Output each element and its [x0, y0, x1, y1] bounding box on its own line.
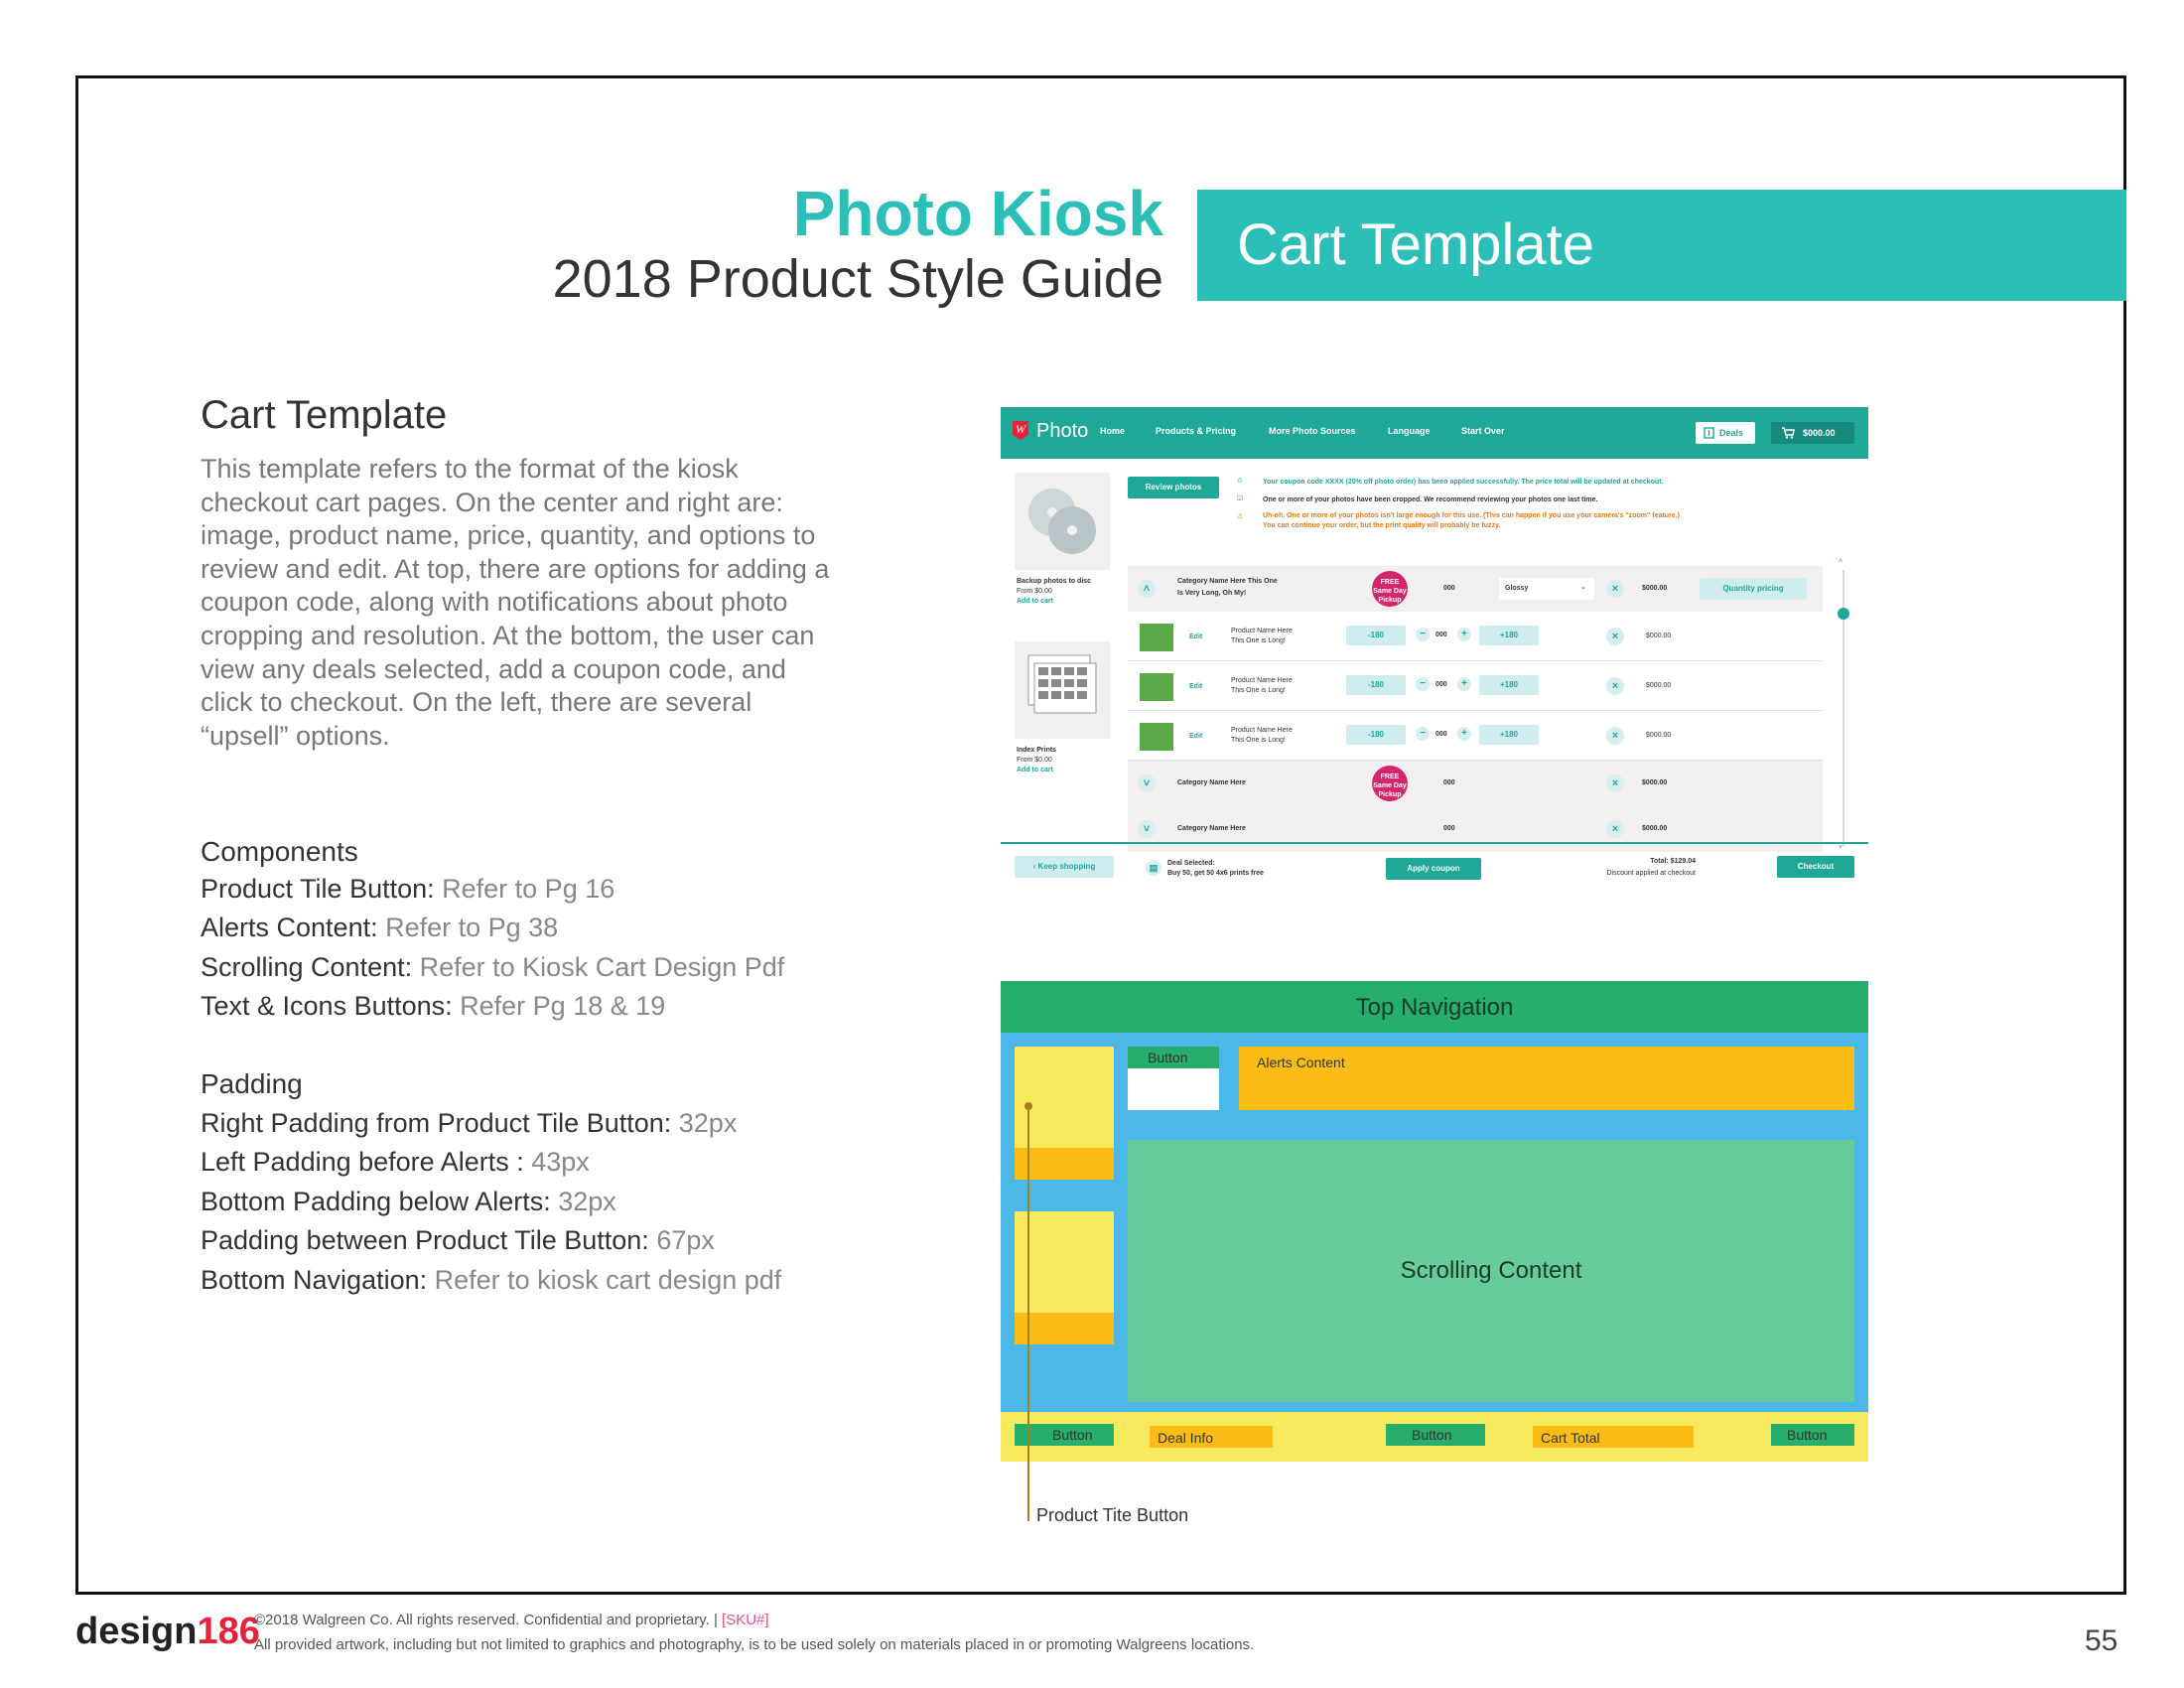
- layout-wireframe: [1001, 981, 1868, 1525]
- components-item: Alerts Content: Refer to Pg 38: [201, 913, 559, 943]
- increase-button[interactable]: +180: [1479, 675, 1539, 695]
- padding-item: Left Padding before Alerts : 43px: [201, 1147, 590, 1178]
- nav-language[interactable]: Language: [1388, 426, 1431, 436]
- chevron-down-icon: ⌄: [1580, 584, 1586, 591]
- upsell-name: Backup photos to disc: [1017, 578, 1092, 585]
- section-heading: Cart Template: [201, 393, 448, 437]
- alert-cropped: One or more of your photos have been cropped. We recommend reviewing your photos one last time.: [1263, 496, 1598, 503]
- edit-link[interactable]: Edit: [1189, 683, 1203, 690]
- banner-title: Cart Template: [1237, 212, 1594, 277]
- increase-button[interactable]: +180: [1479, 626, 1539, 645]
- category-row: ˄ Category Name Here This One Is Very Long, Oh My! FREE Same Day Pickup 000 Glossy ⌄ × $000.00 Quantity pricing: [1128, 566, 1823, 612]
- upsell-index-image[interactable]: [1015, 641, 1110, 739]
- keep-shopping-button[interactable]: ‹ Keep shopping: [1015, 856, 1114, 878]
- product-thumbnail: [1140, 673, 1173, 701]
- cart-icon: [1781, 427, 1795, 439]
- components-heading: Components: [201, 836, 358, 867]
- upsell-name: Index Prints: [1017, 747, 1057, 754]
- wire-scrolling-content: Scrolling Content: [1128, 1140, 1854, 1402]
- item-row: Edit Product Name Here This One is Long! -180 − 000 + +180 × $000.00: [1128, 612, 1823, 661]
- svg-text:W: W: [1016, 422, 1025, 436]
- section-description: This template refers to the format of the kiosk checkout cart pages. On the center and right are: image, product name, price, quantity, and options to review and edit. At top, there are options for adding a coupon code, along with notifications about photo cropping and resolution. At the bottom, the user can view any deals selected, add a coupon code, and click to checkout. On the left, there are several “upsell” options.: [201, 454, 830, 751]
- decrease-button[interactable]: -180: [1346, 675, 1406, 695]
- crop-icon: ☑: [1237, 495, 1244, 502]
- chevron-up-icon[interactable]: ˄: [1138, 580, 1156, 598]
- item-row: Edit Product Name Here This One is Long! -180 − 000 + +180 × $000.00: [1128, 661, 1823, 711]
- cart-mockup: [1001, 407, 1868, 890]
- scrollbar-thumb[interactable]: [1838, 608, 1849, 620]
- decrease-button[interactable]: -180: [1346, 725, 1406, 745]
- mockup-logo-text: Photo: [1036, 420, 1089, 442]
- nav-start-over[interactable]: Start Over: [1461, 426, 1505, 436]
- edit-link[interactable]: Edit: [1189, 733, 1203, 740]
- free-pickup-badge: FREE Same Day Pickup: [1372, 571, 1408, 607]
- padding-list: [201, 1104, 781, 1300]
- wire-product-tile-footer: [1015, 1313, 1114, 1344]
- components-item: Scrolling Content: Refer to Kiosk Cart Design Pdf: [201, 951, 785, 982]
- index-prints-icon: [1015, 641, 1110, 739]
- scroll-up-icon[interactable]: ˄: [1839, 558, 1843, 565]
- wire-deal-info: Deal Info: [1150, 1426, 1273, 1448]
- wire-product-tile-footer: [1015, 1148, 1114, 1180]
- remove-icon[interactable]: ×: [1606, 628, 1624, 645]
- wire-bottom-button: Button: [1771, 1424, 1854, 1446]
- remove-icon[interactable]: ×: [1606, 580, 1624, 598]
- alert-coupon: Your coupon code XXXX (20% off photo order) has been applied successfully. The price total will be updated at checkout.: [1263, 479, 1664, 486]
- alert-resolution: Uh-oh. One or more of your photos isn't large enough for this use. (This can happen if you use your camera's "zoom" feature.): [1263, 512, 1680, 519]
- product-thumbnail: [1140, 723, 1173, 751]
- walgreens-logo-icon: [1011, 419, 1030, 441]
- wire-product-tile: [1015, 1047, 1114, 1148]
- upsell-price: From $0.00: [1017, 757, 1052, 764]
- minus-icon[interactable]: −: [1416, 677, 1430, 691]
- plus-icon[interactable]: +: [1457, 628, 1471, 641]
- deals-button[interactable]: Deals: [1696, 422, 1755, 444]
- quantity-pricing-button[interactable]: Quantity pricing: [1700, 578, 1807, 600]
- nav-home[interactable]: Home: [1100, 426, 1126, 436]
- components-item: Product Tile Button: Refer to Pg 16: [201, 874, 615, 904]
- components-list: [201, 870, 784, 1027]
- brand-title: Photo Kiosk: [792, 178, 1163, 249]
- padding-item: Right Padding from Product Tile Button: 32px: [201, 1108, 738, 1138]
- upsell-price: From $0.00: [1017, 588, 1052, 595]
- deal-text: Buy 50, get 50 4x6 prints free: [1167, 870, 1264, 877]
- components-item: Text & Icons Buttons: Refer Pg 18 & 19: [201, 991, 666, 1022]
- wire-bottom-nav: [1001, 1412, 1868, 1462]
- title-banner: [1197, 190, 2126, 301]
- wire-bottom-button: Button: [1386, 1424, 1485, 1446]
- callout-line: [1027, 1106, 1029, 1521]
- brand-subtitle: 2018 Product Style Guide: [552, 249, 1163, 309]
- upsell-add-link[interactable]: Add to cart: [1017, 598, 1053, 605]
- decrease-button[interactable]: -180: [1346, 626, 1406, 645]
- review-photos-button[interactable]: Review photos: [1128, 477, 1219, 498]
- minus-icon[interactable]: −: [1416, 628, 1430, 641]
- item-row: Edit Product Name Here This One is Long! -180 − 000 + +180 × $000.00: [1128, 711, 1823, 761]
- warning-icon: ⚠: [1237, 513, 1244, 520]
- scroll-down-icon[interactable]: ˅: [1839, 844, 1843, 851]
- finish-select[interactable]: Glossy ⌄: [1499, 578, 1594, 600]
- nav-more-photo-sources[interactable]: More Photo Sources: [1269, 426, 1356, 436]
- wire-button-body: [1128, 1068, 1219, 1110]
- free-pickup-badge: FREE Same Day Pickup: [1372, 766, 1408, 801]
- page-number: 55: [2085, 1624, 2118, 1657]
- wire-bottom-button: Button: [1015, 1424, 1114, 1446]
- padding-item: Bottom Padding below Alerts: 32px: [201, 1186, 616, 1216]
- remove-icon[interactable]: ×: [1606, 677, 1624, 695]
- bottom-bar-divider: [1001, 842, 1868, 844]
- remove-icon[interactable]: ×: [1606, 774, 1624, 792]
- deals-icon: [1704, 427, 1714, 439]
- remove-icon[interactable]: ×: [1606, 727, 1624, 745]
- alert-resolution-detail: You can continue your order, but the print quality will probably be fuzzy.: [1263, 522, 1501, 529]
- increase-button[interactable]: +180: [1479, 725, 1539, 745]
- category-row: ˅ Category Name Here FREE Same Day Pickup 000 × $000.00: [1128, 761, 1823, 806]
- disc-icon: [1015, 473, 1110, 570]
- cart-total: Total: $129.04: [1650, 858, 1696, 865]
- callout-label: Product Tite Button: [1036, 1505, 1189, 1525]
- upsell-add-link[interactable]: Add to cart: [1017, 767, 1053, 774]
- deal-selected-label: Deal Selected:: [1167, 860, 1215, 867]
- chevron-down-icon[interactable]: ˅: [1138, 774, 1156, 792]
- padding-item: Padding between Product Tile Button: 67px: [201, 1225, 715, 1256]
- product-thumbnail: [1140, 624, 1173, 651]
- plus-icon[interactable]: +: [1457, 727, 1471, 741]
- remove-icon[interactable]: ×: [1606, 820, 1624, 838]
- check-circle-icon: ⊙: [1237, 478, 1243, 485]
- upsell-disc-image[interactable]: [1015, 473, 1110, 570]
- chevron-down-icon[interactable]: ˅: [1138, 820, 1156, 838]
- footer-copyright: ©2018 Walgreen Co. All rights reserved. Confidential and proprietary. | [SKU#]: [254, 1612, 769, 1628]
- discount-note: Discount applied at checkout: [1606, 870, 1696, 877]
- wire-product-tile: [1015, 1211, 1114, 1313]
- wire-button: Button: [1128, 1047, 1219, 1068]
- mockup-top-nav: [1001, 407, 1868, 459]
- wire-alerts: Alerts Content: [1239, 1047, 1854, 1110]
- footer-disclaimer: All provided artwork, including but not limited to graphics and photography, is to be used solely on materials placed in or promoting Walgreens locations.: [254, 1636, 1255, 1653]
- padding-heading: Padding: [201, 1068, 303, 1099]
- padding-item: Bottom Navigation: Refer to kiosk cart design pdf: [201, 1264, 782, 1295]
- checkout-button[interactable]: Checkout: [1777, 856, 1854, 878]
- minus-icon[interactable]: −: [1416, 727, 1430, 741]
- design186-logo: design186: [75, 1611, 260, 1652]
- nav-products-pricing[interactable]: Products & Pricing: [1156, 426, 1237, 436]
- edit-link[interactable]: Edit: [1189, 633, 1203, 640]
- wire-cart-total: Cart Total: [1533, 1426, 1694, 1448]
- category-row: ˅ Category Name Here 000 × $000.00: [1128, 806, 1823, 852]
- wire-top-nav: Top Navigation: [1001, 981, 1868, 1033]
- cart-button[interactable]: $000.00: [1771, 422, 1854, 444]
- plus-icon[interactable]: +: [1457, 677, 1471, 691]
- deal-icon: ▤: [1146, 860, 1161, 876]
- apply-coupon-button[interactable]: Apply coupon: [1386, 858, 1481, 880]
